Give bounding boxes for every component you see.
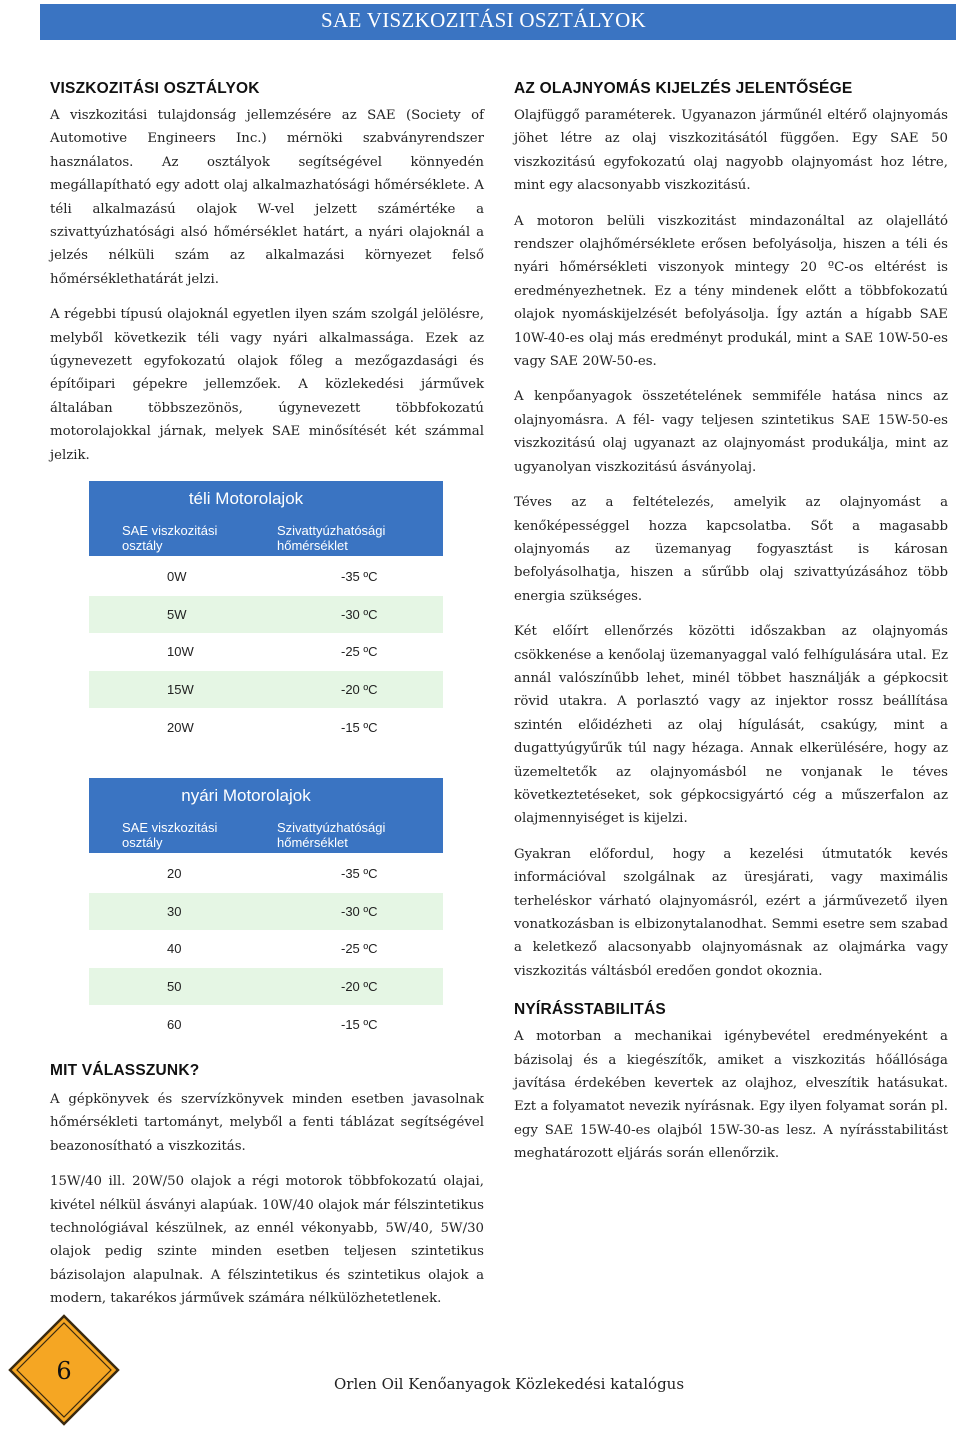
table-row	[89, 708, 443, 746]
page-title: SAE VISZKOZITÁSI OSZTÁLYOK	[321, 8, 646, 32]
table-row	[89, 855, 443, 893]
grade-cell: 5W	[167, 606, 187, 622]
paragraph: Két előírt ellenőrzés közötti időszakban az olajnyomás csökkenése a kenőolaj üzemanyaggal való felhígulására utal. Ez annál valószínűbb lehet, minél többet használják a gépkocsit rövid utakra. A porlasztó vagy az injektor rossz beállítása szintén előidézheti az olaj hígulását, csakúgy, mint a dugattyúgyűrűk túl nagy hézaga. Annak elkerülésére, hogy az üzemeltetők az olajnyomásból ne vonjanak le téves következtetéseket, sok gépkocsigyártó cég a műszerfalon az olajmennyiséget is kijelzi.	[514, 624, 948, 827]
paragraph: A motorban a mechanikai igénybevétel eredményeként a bázisolaj és a kiegészítők, amiket a viszkozitás hőállósága javítása érdekében kevertek az olajhoz, elveszítik hatásukat. Ezt a folyamatot nevezik nyírásnak. Egy ilyen folyamat során pl. egy SAE 15W-40-es olajból 15W-30-as lesz. A nyírásstabilitást meghatározott eljárás során ellenőrzik.	[514, 1029, 948, 1162]
table-title: nyári Motorolajok	[89, 778, 443, 817]
temp-cell: -35 ºC	[341, 569, 378, 585]
grade-cell: 20W	[167, 719, 194, 735]
temp-cell: -25 ºC	[341, 644, 378, 660]
column-header: Szivattyúzhatósági hőmérséklet	[277, 820, 386, 850]
page-number-diamond	[8, 1314, 120, 1426]
paragraph: Gyakran előfordul, hogy a kezelési útmutatók kevés információval szolgálnak az üresjárati, vagy maximális terheléskor várható olajnyomásról, ezért a járművezető ilyen vonatkozásban is elbizonytalanodhat. Semmi esetre sem szabad a keletkező alacsonyabb olajnyomásnak az olajmárka vagy viszkozitás váltásból eredően gondot okoznia.	[514, 846, 948, 979]
temp-cell: -20 ºC	[341, 979, 378, 995]
grade-cell: 50	[167, 979, 182, 995]
table-row	[89, 671, 443, 709]
grade-cell: 0W	[167, 569, 187, 585]
summer-oil-table	[89, 778, 443, 1043]
table-header	[89, 817, 443, 853]
temp-cell: -15 ºC	[341, 719, 378, 735]
paragraph: Téves az a feltételezés, amelyik az olajnyomást a kenőképességgel hozza kapcsolatba. Sőt a magasabb olajnyomás az üzemanyag fogyasztást is károsan befolyásolhatja, hiszen a sűrűbb olaj szivattyúzásához több energia szükséges.	[514, 495, 948, 604]
temp-cell: -25 ºC	[341, 941, 378, 957]
grade-cell: 15W	[167, 682, 194, 698]
temp-cell: -35 ºC	[341, 866, 378, 882]
right-column	[514, 80, 948, 1178]
grade-cell: 10W	[167, 644, 194, 660]
footer-text: Orlen Oil Kenőanyagok Közlekedési katalógus	[334, 1375, 685, 1393]
header-bar	[40, 4, 956, 40]
left-column-bottom	[50, 1088, 484, 1323]
page-number: 6	[56, 1357, 72, 1385]
table-row	[89, 596, 443, 634]
temp-cell: -30 ºC	[341, 606, 378, 622]
section-heading-choose: MIT VÁLASSZUNK?	[50, 1062, 200, 1079]
section-heading-oil-pressure: AZ OLAJNYOMÁS KIJELZÉS JELENTŐSÉGE	[514, 80, 853, 97]
paragraph: Olajfüggő paraméterek. Ugyanazon járműnél eltérő olajnyomás jöhet létre az olaj viszkozitásától függően. Egy SAE 50 viszkozitású egyfokozatú olaj nagyobb olajnyomást hoz létre, mint egy alacsonyabb viszkozitású.	[514, 108, 948, 194]
winter-oil-table	[89, 481, 443, 746]
column-header: SAE viszkozitási osztály	[122, 820, 218, 850]
table-row	[89, 893, 443, 931]
grade-cell: 30	[167, 903, 182, 919]
table-row	[89, 968, 443, 1006]
section-heading-viscosity: VISZKOZITÁSI OSZTÁLYOK	[50, 80, 260, 97]
table-header	[89, 520, 443, 556]
section-heading-shear-stability: NYÍRÁSSTABILITÁS	[514, 1001, 666, 1019]
grade-cell: 60	[167, 1016, 182, 1032]
table-row	[89, 558, 443, 596]
column-header: Szivattyúzhatósági hőmérséklet	[277, 523, 386, 553]
paragraph: A régebbi típusú olajoknál egyetlen ilyen szám szolgál jelölésre, melyből következik téli vagy nyári alkalmassága. Ezek az úgynevezett egyfokozatú olajok főleg a mezőgazdasági és építőipari gépekre jellemzőek. A közlekedési járművek általában többszezönös, úgynevezett többfokozatú motorolajokkal járnak, melyek SAE minősítését két számmal jelzik.	[50, 307, 484, 463]
temp-cell: -20 ºC	[341, 682, 378, 698]
grade-cell: 20	[167, 866, 182, 882]
paragraph: A motoron belüli viszkozitást mindazonáltal az olajellátó rendszer olajhőmérséklete erősen befolyásolja, hiszen a téli és nyári hőmérsékleti viszonyok mintegy 20 ºC-os eltérést is eredményezhetnek. Ez a tény mindenek előtt a többfokozatú olajok nyomáskijelzését befolyásolja. Így aztán a hígabb SAE 10W-40-es olaj más eredményt produkál, mint a SAE 10W-50-es vagy SAE 20W-50-es.	[514, 213, 948, 370]
column-header: SAE viszkozitási osztály	[122, 523, 218, 553]
table-row	[89, 1005, 443, 1043]
table-title: téli Motorolajok	[89, 481, 443, 520]
temp-cell: -15 ºC	[341, 1016, 378, 1032]
paragraph: A kenpőanyagok összetételének semmiféle hatása nincs az olajnyomásra. A fél- vagy teljesen szintetikus SAE 15W-50-es viszkozitású olaj ugyanazt az olajnyomást produkálja, mint az ugyanolyan viszkozitású ásványolaj.	[514, 389, 948, 475]
temp-cell: -30 ºC	[341, 903, 378, 919]
table-row	[89, 633, 443, 671]
paragraph: A viszkozitási tulajdonság jellemzésére az SAE (Society of Automotive Engineers Inc.) mérnöki szabványrendszer használatos. Az osztályok segítségével könnyedén megállapítható egy adott olaj alkalmazhatósági hőmérséklete. A téli alkalmazású olajok W-vel jelzett számértéke a szivattyúzhatósági alsó hőmérséklet határt, a nyári olajoknál a jelzés nélküli szám az alkalmazási környezet felső hőmérséklethatárát jelzi.	[50, 108, 484, 287]
paragraph: A gépkönyvek és szervízkönyvek minden esetben javasolnak hőmérsékleti tartományt, melyből a fenti táblázat segítségével beazonosítható a viszkozitás.	[50, 1092, 484, 1154]
table-row	[89, 930, 443, 968]
grade-cell: 40	[167, 941, 182, 957]
paragraph: 15W/40 ill. 20W/50 olajok a régi motorok többfokozatú olajai, kivétel nélkül ásványi alapúak. 10W/40 olajok már félszintetikus technológiával készülnek, az ennél vékonyabb, 5W/40, 5W/30 olajok pedig szinte minden esetben teljesen szintetikus bázisolajon alapulnak. A félszintetikus és szintetikus olajok a modern, takarékos járművek számára nélkülözhetetlenek.	[50, 1174, 484, 1307]
left-column	[50, 80, 484, 479]
